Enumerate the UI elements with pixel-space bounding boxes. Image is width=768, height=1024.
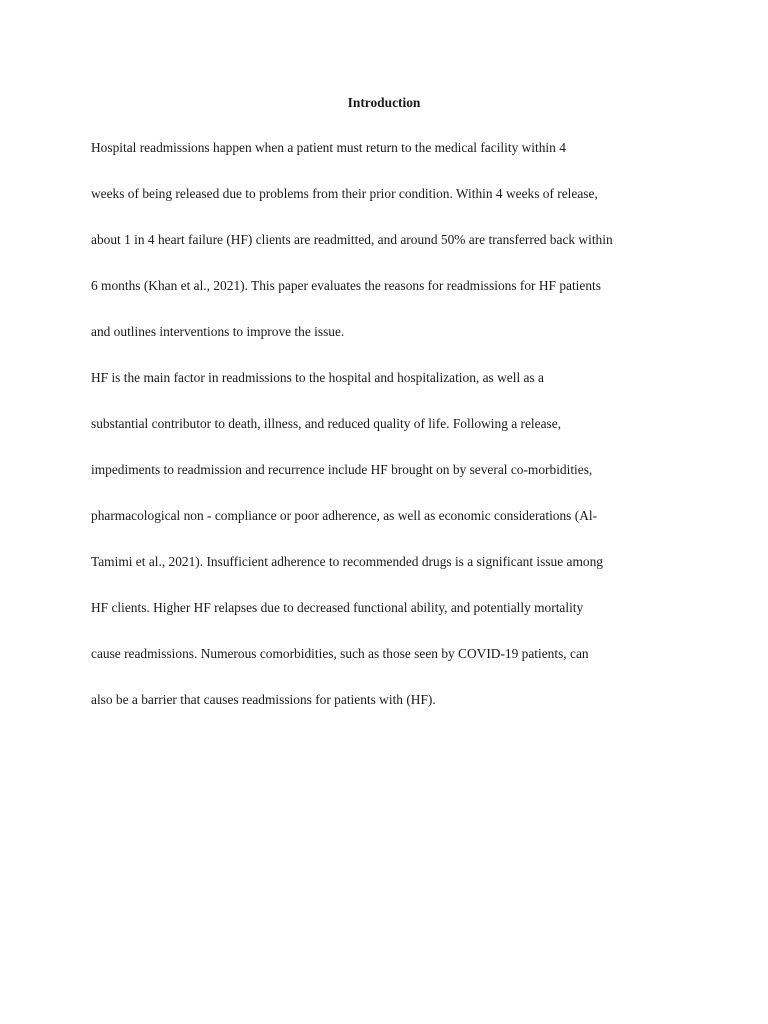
text-line: Hospital readmissions happen when a patient must return to the medical facility within 4 xyxy=(91,140,566,155)
text-line: HF is the main factor in readmissions to the hospital and hospitalization, as well as a xyxy=(91,370,544,385)
text-line: Tamimi et al., 2021). Insufficient adherence to recommended drugs is a significant issue among xyxy=(91,554,603,569)
text-line: weeks of being released due to problems from their prior condition. Within 4 weeks of release, xyxy=(91,186,598,201)
text-line: impediments to readmission and recurrence include HF brought on by several co-morbidities, xyxy=(91,462,593,477)
text-line: cause readmissions. Numerous comorbidities, such as those seen by COVID-19 patients, can xyxy=(91,646,589,661)
text-line: pharmacological non - compliance or poor adherence, as well as economic considerations (Al- xyxy=(91,508,598,523)
text-line: and outlines interventions to improve the issue. xyxy=(91,324,345,339)
text-line: substantial contributor to death, illness, and reduced quality of life. Following a release, xyxy=(91,416,562,431)
text-line: also be a barrier that causes readmissions for patients with (HF). xyxy=(91,692,436,707)
text-line: 6 months (Khan et al., 2021). This paper evaluates the reasons for readmissions for HF patients xyxy=(91,278,601,293)
section-heading: Introduction xyxy=(347,95,421,110)
text-line: HF clients. Higher HF relapses due to decreased functional ability, and potentially mortality xyxy=(91,600,584,615)
text-line: about 1 in 4 heart failure (HF) clients are readmitted, and around 50% are transferred back within xyxy=(91,232,613,247)
